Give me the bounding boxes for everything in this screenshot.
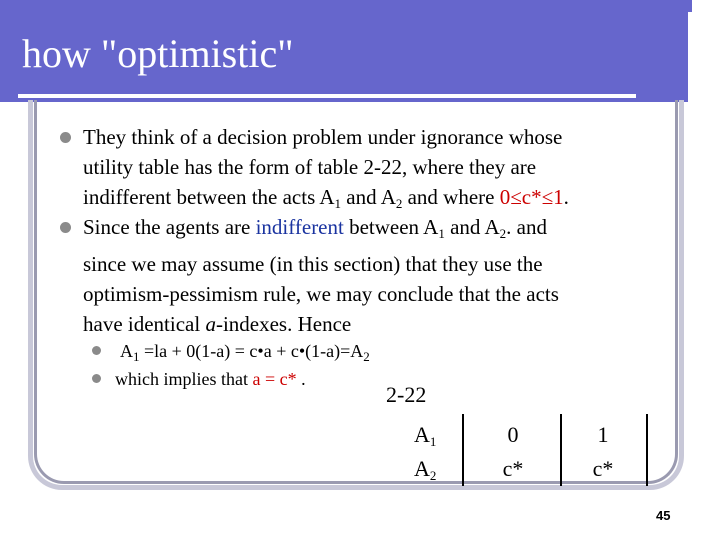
table-label: 2-22: [386, 382, 427, 407]
table-row-1-act: [414, 422, 436, 450]
bullet-1-line-1: They think of a decision problem under ignorance whose: [83, 125, 563, 149]
subbullet-dot-1: [92, 346, 101, 355]
bullet-2-text: [83, 212, 653, 339]
sb1-prefix: A: [120, 341, 133, 361]
sb2-red: a = c*: [252, 369, 297, 389]
row2-act-sub: 2: [429, 468, 437, 483]
b2-l4-prefix: have identical: [83, 312, 206, 336]
sb1-text: =la + 0(1-a) = c•a + c•(1-a)=A: [139, 341, 364, 361]
b2-l1-mid: between A: [343, 215, 439, 239]
title-bar-corner: [688, 12, 720, 102]
b1-l3-mid: and A: [341, 185, 396, 209]
b1-l3-end: .: [563, 185, 569, 209]
b1-l3-mid2: and where: [402, 185, 500, 209]
b2-sub1: 1: [438, 226, 445, 241]
sb2-prefix: which implies that: [115, 369, 253, 389]
bullet-dot-2: [60, 222, 71, 233]
table-row-1-col-2: 1: [597, 422, 609, 447]
b1-l3-red: 0≤c*≤1: [499, 185, 564, 209]
b1-l3-prefix: indifferent between the acts A: [83, 185, 335, 209]
b2-l1-mid2: and A: [444, 215, 500, 239]
b1-sub1: 1: [334, 196, 342, 211]
b2-l1-blue: indifferent: [255, 215, 344, 239]
table-divider-left: [462, 414, 464, 486]
subbullet-dot-2: [92, 374, 101, 383]
bullet-2-line-2: since we may assume (in this section) that they use the: [83, 252, 543, 276]
slide-title: how "optimistic": [22, 31, 294, 76]
bullet-1-line-2: utility table has the form of table 2-22, where they are: [83, 155, 537, 179]
b2-l4-end: -indexes. Hence: [215, 312, 352, 336]
bullet-2-line-3: optimism-pessimism rule, we may conclude that the acts: [83, 282, 559, 306]
sb1-sub2: 2: [363, 349, 370, 364]
b2-l4-ital: a: [205, 312, 216, 336]
bullet-2-line-4: [83, 309, 653, 339]
subbullet-2-text: [115, 367, 306, 391]
title-underline: [18, 94, 636, 98]
subbullet-1-text: [120, 339, 370, 369]
bullet-2-line-1: [83, 212, 653, 249]
b2-l1-end: . and: [506, 215, 547, 239]
b1-sub2: 2: [395, 196, 403, 211]
row1-act: A: [414, 422, 430, 447]
table-row-2-col-1: c*: [502, 456, 524, 481]
table-row-2-act: [414, 456, 436, 484]
sb1-sub1: 1: [133, 349, 140, 364]
table-divider-right: [646, 414, 648, 486]
row2-act: A: [414, 456, 430, 481]
b2-l1-prefix: Since the agents are: [83, 215, 256, 239]
table-divider-middle: [560, 414, 562, 486]
table-row-2-col-2: c*: [592, 456, 614, 481]
row1-act-sub: 1: [429, 434, 437, 449]
bullet-dot-1: [60, 132, 71, 143]
b2-sub2: 2: [499, 226, 507, 241]
sb2-end: .: [296, 369, 306, 389]
page-number: 45: [656, 508, 671, 523]
bullet-1-text: [83, 122, 653, 219]
table-row-1-col-1: 0: [507, 422, 519, 447]
